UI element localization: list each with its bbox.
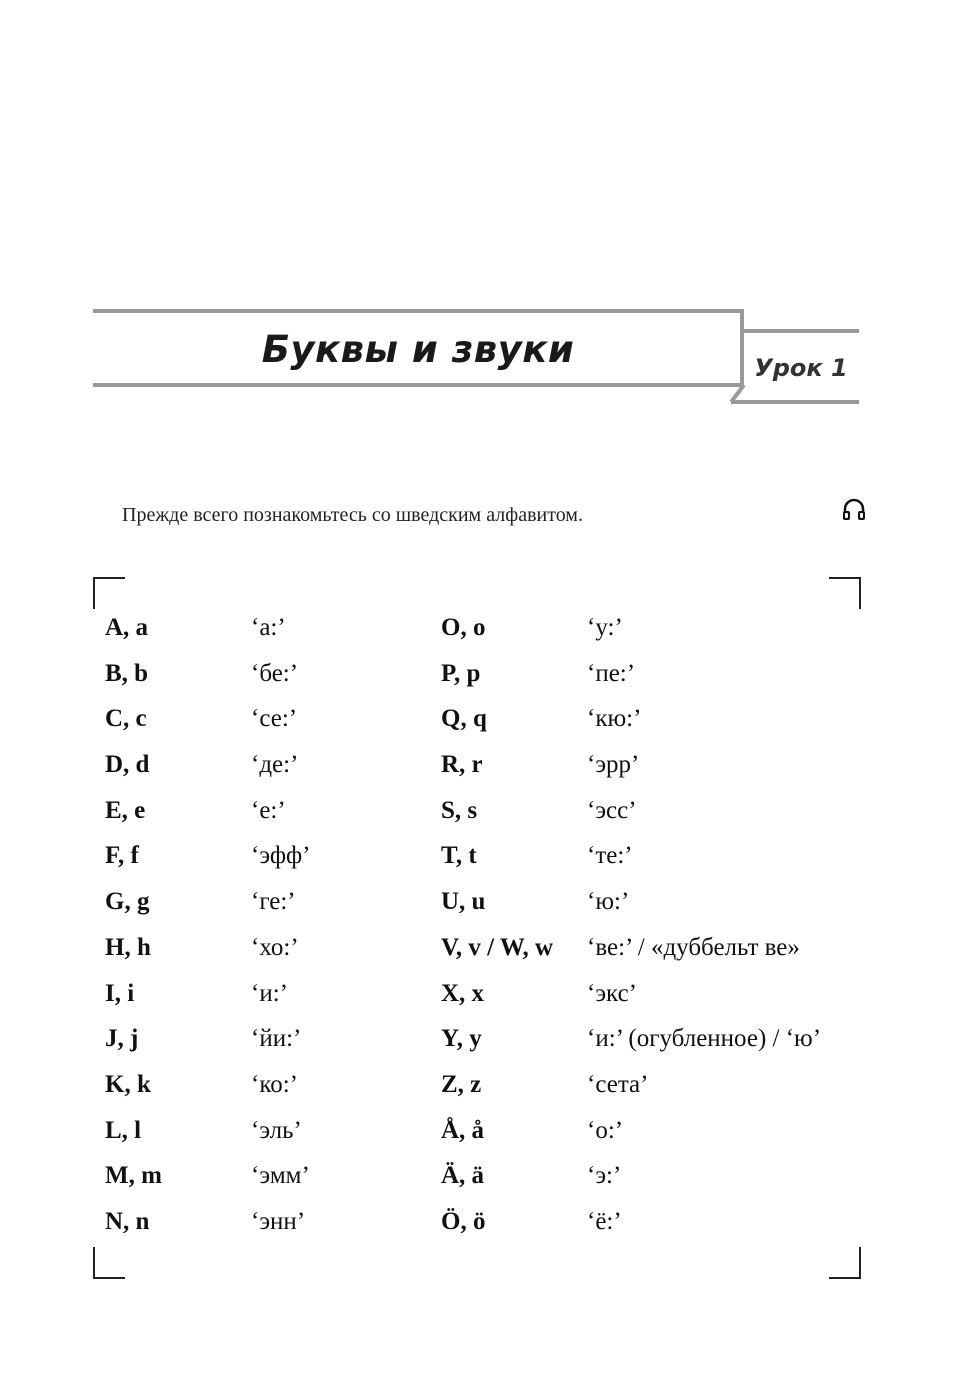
letter-pair: Z, z (441, 1071, 482, 1099)
alphabet-column-left (105, 605, 435, 1245)
alphabet-row (105, 1199, 435, 1245)
letter-pair: C, c (105, 705, 147, 733)
alphabet-row (105, 742, 435, 788)
pronunciation: ‘те:’ (587, 842, 633, 870)
letter-pair: I, i (105, 979, 135, 1007)
alphabet-row (441, 605, 856, 651)
page-title: Буквы и звуки (261, 327, 575, 371)
pronunciation: ‘эфф’ (251, 842, 311, 870)
letter-pair: B, b (105, 659, 149, 687)
alphabet-row (105, 1016, 435, 1062)
alphabet-row (105, 788, 435, 834)
pronunciation: ‘хо:’ (251, 933, 299, 961)
alphabet-row (441, 1016, 856, 1062)
alphabet-row (441, 742, 856, 788)
letter-pair: T, t (441, 842, 477, 870)
frame-corner-bottom-right (829, 1247, 861, 1279)
letter-pair: J, j (105, 1025, 139, 1053)
alphabet-row (105, 834, 435, 880)
pronunciation: ‘ю:’ (587, 888, 630, 916)
pronunciation: ‘пе:’ (587, 659, 636, 687)
pronunciation: ‘бе:’ (251, 659, 299, 687)
letter-pair: P, p (441, 659, 481, 687)
alphabet-row (441, 925, 856, 971)
pronunciation: ‘и:’ (251, 979, 288, 1007)
alphabet-row (441, 651, 856, 697)
letter-pair: R, r (441, 751, 483, 779)
letter-pair: N, n (105, 1208, 150, 1236)
pronunciation: ‘йи:’ (251, 1025, 302, 1053)
pronunciation: ‘эль’ (251, 1116, 302, 1144)
pronunciation: ‘и:’ (огубленное) / ‘ю’ (587, 1025, 822, 1053)
pronunciation: ‘у:’ (587, 613, 623, 641)
pronunciation: ‘се:’ (251, 705, 298, 733)
letter-pair: U, u (441, 888, 486, 916)
intro-text: Прежде всего познакомьтесь со шведским алфавитом. (122, 504, 583, 526)
alphabet-row (105, 651, 435, 697)
alphabet-row (441, 834, 856, 880)
letter-pair: Y, y (441, 1025, 482, 1053)
pronunciation: ‘эсс’ (587, 796, 637, 824)
alphabet-column-right (441, 605, 856, 1245)
pronunciation: ‘ве:’ / «дуббельт ве» (587, 933, 800, 961)
alphabet-row (105, 1062, 435, 1108)
letter-pair: X, x (441, 979, 485, 1007)
letter-pair: H, h (105, 933, 151, 961)
letter-pair: Å, å (441, 1116, 485, 1144)
letter-pair: Ö, ö (441, 1208, 486, 1236)
frame-corner-bottom-left (93, 1247, 125, 1279)
alphabet-row (105, 971, 435, 1017)
letter-pair: Ä, ä (441, 1162, 485, 1190)
letter-pair: F, f (105, 842, 139, 870)
alphabet-row (441, 1199, 856, 1245)
letter-pair: A, a (105, 613, 149, 641)
pronunciation: ‘ге:’ (251, 888, 296, 916)
pronunciation: ‘эмм’ (251, 1162, 310, 1190)
pronunciation: ‘энн’ (251, 1208, 306, 1236)
letter-pair: G, g (105, 888, 150, 916)
letter-pair: K, k (105, 1071, 151, 1099)
alphabet-row (105, 1108, 435, 1154)
alphabet-row (441, 879, 856, 925)
alphabet-row (441, 971, 856, 1017)
alphabet-row (105, 605, 435, 651)
pronunciation: ‘экс’ (587, 979, 637, 1007)
pronunciation: ‘е:’ (251, 796, 286, 824)
alphabet-row (441, 696, 856, 742)
alphabet-row (105, 879, 435, 925)
lesson-label: Урок 1 (754, 354, 848, 382)
letter-pair: O, o (441, 613, 486, 641)
letter-pair: M, m (105, 1162, 162, 1190)
pronunciation: ‘о:’ (587, 1116, 624, 1144)
alphabet-row (441, 1154, 856, 1200)
letter-pair: D, d (105, 751, 150, 779)
headphones-icon[interactable] (841, 498, 867, 522)
letter-pair: S, s (441, 796, 478, 824)
letter-pair: L, l (105, 1116, 142, 1144)
letter-pair: E, e (105, 796, 146, 824)
pronunciation: ‘ё:’ (587, 1208, 622, 1236)
letter-pair: Q, q (441, 705, 487, 733)
alphabet-row (105, 1154, 435, 1200)
alphabet-row (105, 925, 435, 971)
alphabet-row (441, 1062, 856, 1108)
pronunciation: ‘а:’ (251, 613, 286, 641)
letter-pair: V, v / W, w (441, 933, 554, 961)
pronunciation: ‘де:’ (251, 751, 299, 779)
alphabet-row (441, 788, 856, 834)
pronunciation: ‘эрр’ (587, 751, 640, 779)
pronunciation: ‘э:’ (587, 1162, 622, 1190)
pronunciation: ‘сета’ (587, 1071, 649, 1099)
pronunciation: ‘ко:’ (251, 1071, 298, 1099)
alphabet-row (105, 696, 435, 742)
alphabet-row (441, 1108, 856, 1154)
pronunciation: ‘кю:’ (587, 705, 642, 733)
